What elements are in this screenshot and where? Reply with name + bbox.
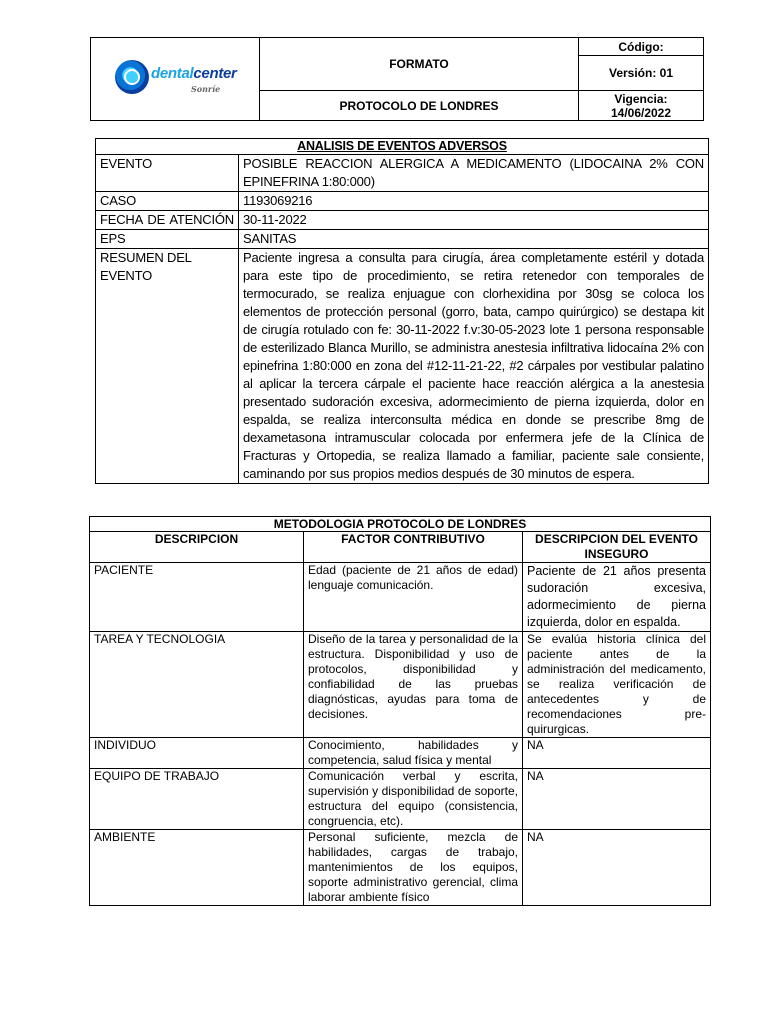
logo-cell [91, 38, 260, 121]
protocol-title: PROTOCOLO DE LONDRES [260, 91, 579, 121]
description-cell: PACIENTE [90, 563, 304, 632]
description-cell: AMBIENTE [90, 830, 304, 906]
column-header: FACTOR CONTRIBUTIVO [304, 532, 523, 563]
validity-label: Vigencia: [614, 91, 668, 106]
version-label: Versión: 01 [579, 56, 704, 91]
document-header [90, 37, 704, 121]
event-cell: Se evalúa historia clínica del paciente antes de la administración del medicamento, se realiza verificación de antecedentes y de recomendaciones pre-quirurgicas. [523, 632, 711, 738]
description-cell: EQUIPO DE TRABAJO [90, 769, 304, 830]
row-value: POSIBLE REACCION ALERGICA A MEDICAMENTO (LIDOCAINA 2% CON EPINEFRINA 1:80:000) [239, 155, 709, 192]
logo-wordmark: dentalcenter [151, 65, 237, 82]
table-row [90, 769, 711, 830]
column-header: DESCRIPCION [90, 532, 304, 563]
row-key: EPS [96, 230, 239, 249]
event-summary: Paciente ingresa a consulta para cirugía, área completamente estéril y dotada para este tipo de procedimiento, se retira retenedor con temporales de termocurado, se realiza enjuague con clorhexidina por 30sg se coloca los elementos de protección personal (gorro, bata, campo quirúrgico) se destapa kit de cirugía rotulado con fe: 30-11-2022 f.v:30-05-2023 lote 1 persona responsable de esterilizado Blanca Murillo, se administra anestesia infiltrativa lidocaína 2% con epinefrina 1:80:000 en zona del #12-11-21-22, #2 cárpales por vestibular palatino al aplicar la tercera cárpale el paciente hace reacción alérgica a la anestesia presentado sudoración excesiva, adormecimiento de pierna izquierda, dolor en espalda, se realiza interconsulta médica en donde se prescribe 8mg de dexametasona intramuscular colocada por enfermera jefe de la Clínica de Fracturas y Ortopedia, se realiza llamado a familiar, paciente sale consiente, caminando por sus propios medios después de 30 minutos de espera. [239, 249, 709, 484]
code-label: Código: [579, 38, 704, 56]
event-cell: NA [523, 769, 711, 830]
row-value: 30-11-2022 [239, 211, 709, 230]
table-row [96, 211, 709, 230]
logo-circle-icon [115, 60, 149, 94]
table-row [96, 155, 709, 192]
row-key: CASO [96, 192, 239, 211]
validity-date: 14/06/2022 [610, 105, 672, 120]
methodology-title: METODOLOGIA PROTOCOLO DE LONDRES [90, 517, 711, 532]
row-value: 1193069216 [239, 192, 709, 211]
table-row [96, 230, 709, 249]
table-row [90, 830, 711, 906]
methodology-table [89, 516, 711, 906]
column-header: DESCRIPCION DEL EVENTO INSEGURO [523, 532, 711, 563]
table-row [96, 192, 709, 211]
factor-cell: Conocimiento, habilidades y competencia, salud física y mental [304, 738, 523, 769]
table-row [90, 632, 711, 738]
row-key: FECHA DE ATENCIÓN [96, 211, 239, 230]
header-row [90, 532, 711, 563]
adverse-events-title: ANALISIS DE EVENTOS ADVERSOS [96, 139, 709, 155]
factor-cell: Personal suficiente, mezcla de habilidades, cargas de trabajo, mantenimientos de los equipos, soporte administrativo gerencial, clima laborar ambiente físico [304, 830, 523, 906]
adverse-events-table [95, 138, 709, 484]
event-cell: NA [523, 830, 711, 906]
row-key: RESUMEN DEL EVENTO [96, 249, 239, 484]
format-title: FORMATO [260, 38, 579, 91]
logo-tagline: Sonríe [191, 84, 221, 94]
table-row [90, 738, 711, 769]
row-value: SANITAS [239, 230, 709, 249]
table-row [96, 249, 709, 484]
factor-cell: Diseño de la tarea y personalidad de la estructura. Disponibilidad y uso de protocolos, disponibilidad y confiabilidad de las pruebas diagnósticas, ayudas para toma de decisiones. [304, 632, 523, 738]
validity-cell [579, 91, 704, 121]
factor-cell: Edad (paciente de 21 años de edad) lenguaje comunicación. [304, 563, 523, 632]
event-cell: NA [523, 738, 711, 769]
factor-cell: Comunicación verbal y escrita, supervisión y disponibilidad de soporte, estructura del equipo (consistencia, congruencia, etc). [304, 769, 523, 830]
dental-center-logo [91, 53, 259, 105]
row-key: EVENTO [96, 155, 239, 192]
description-cell: TAREA Y TECNOLOGIA [90, 632, 304, 738]
table-row [90, 563, 711, 632]
event-cell: Paciente de 21 años presenta sudoración excesiva, adormecimiento de pierna izquierda, dolor en espalda. [523, 563, 711, 632]
description-cell: INDIVIDUO [90, 738, 304, 769]
